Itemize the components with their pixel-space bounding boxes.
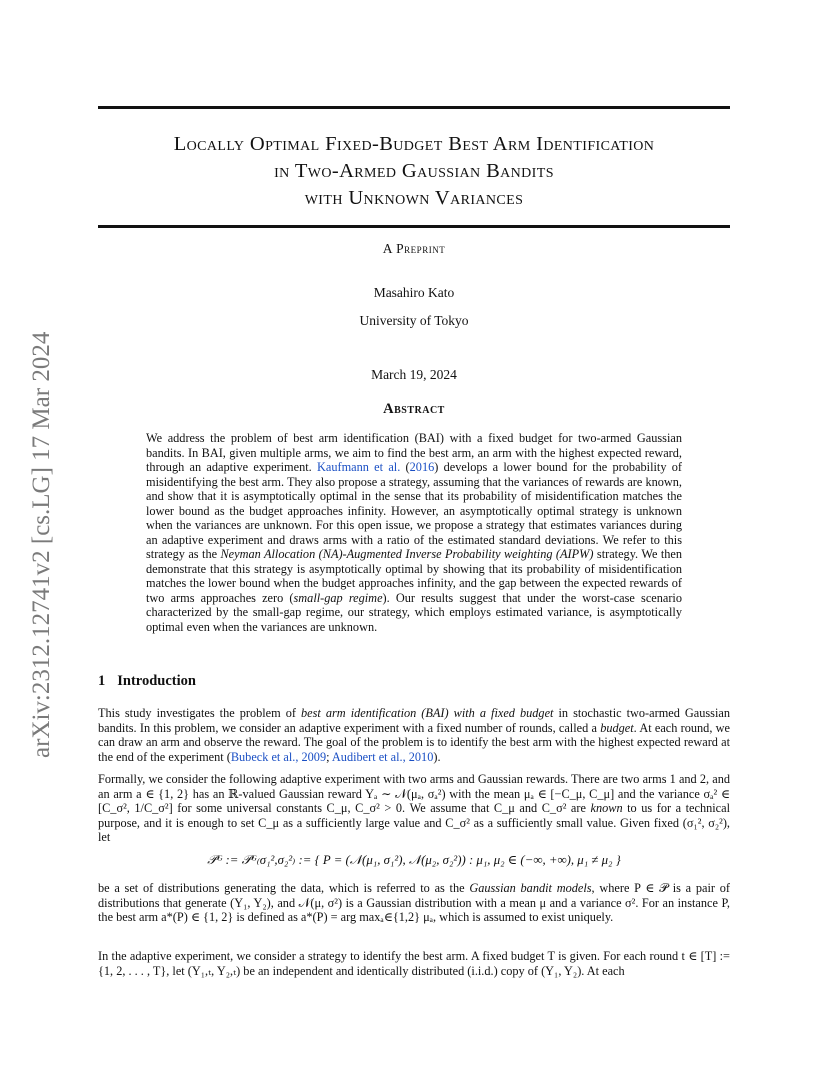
paper-title (98, 131, 730, 212)
abstract-text: develops a lower bound for the probability of misidentifying the best arm. They also propose a strategy, assuming that the variances of rewards are known, and show that it is asymptotically optimal in the sense that its probability of misidentification matches the lower bound as the budget approaches infinity. However, an asymptotically optimal strategy is unknown when the variances are unknown. For this open issue, we propose a strategy that estimates variances during an adaptive experiment and draws arms with a ratio of the estimated standard deviations. We refer to this strategy as the (146, 460, 683, 561)
paragraph-3 (98, 881, 730, 925)
display-equation: 𝒫ᴳ := 𝒫ᴳ₍σ₁²,σ₂²₎ := { P = (𝒩(μ₁, σ₁²), 𝒩(μ₂, σ₂²)) : μ₁, μ₂ ∈ (−∞, +∞), μ₁ ≠ μ₂ } (207, 853, 621, 867)
citation-link[interactable]: Bubeck et al., 2009 (230, 749, 327, 764)
emphasis: best arm identification (BAI) with a fixed budget (301, 706, 554, 720)
text: ; (326, 749, 332, 764)
abstract-emphasis: small-gap regime (293, 590, 383, 605)
emphasis: budget (600, 720, 634, 735)
text: be a set of distributions generating the data, which is referred to as the (98, 881, 470, 895)
abstract-text: We address the problem of best arm identification (BAI) with a fixed budget for two-armed Gaussian bandits. In BAI, given multiple arms, we aim to find the best arm, an arm with the highest expected reward, through an adaptive experiment. (146, 431, 682, 474)
text: Formally, we consider the following adaptive experiment with two arms and Gaussian rewards. There are two arms 1 and 2, and an arm a ∈ {1, 2} has an ℝ-valued Gaussian reward Yₐ ∼ 𝒩(μₐ, σₐ²) with the mean μₐ ∈ [−C_μ, C_μ] and the variance σₐ² ∈ [C_σ², 1/C_σ²] for some universal constants C_μ, C_σ² > 0. We assume that C_μ and C_σ² are (98, 772, 730, 816)
section-title: Introduction (117, 673, 196, 689)
text: , where P ∈ 𝒫 is a pair of distributions that generate (Y₁, Y₂), and 𝒩(μ, σ²) is a Gaussian distribution with a mean μ and a variance σ². For an instance P, the best arm a*(P) ∈ {1, 2} is defined as a*(P) = arg maxₐ∈{1,2} μₐ, which is assumed to exist uniquely. (98, 881, 730, 925)
text: in stochastic two-armed Gaussian bandits. In this problem, we consider an adaptive experiment with a fixed number of rounds, called a (98, 706, 730, 735)
affiliation: University of Tokyo (359, 313, 469, 328)
bottom-title-rule (98, 225, 730, 228)
paragraph-1 (98, 706, 730, 764)
text: This study investigates the problem of (98, 706, 302, 720)
title-line-1: Locally Optimal Fixed-Budget Best Arm Identification (173, 133, 655, 155)
emphasis: Gaussian bandit models (469, 881, 592, 895)
preprint-label: A Preprint (382, 241, 446, 256)
title-line-2: in Two-Armed Gaussian Bandits (274, 160, 554, 182)
emphasis: known (590, 801, 623, 816)
date: March 19, 2024 (371, 367, 457, 382)
section-number: 1 (98, 673, 106, 689)
paragraph-4: In the adaptive experiment, we consider a strategy to identify the best arm. A fixed budget T is given. For each round t ∈ [T] := {1, 2, . . . , T}, let (Y₁,ₜ, Y₂,ₜ) be an independent and identically distributed (i.i.d.) copy of (Y₁, Y₂). At each (98, 949, 730, 978)
abstract-text: strategy. We then demonstrate that this strategy is asymptotically optimal by showing that its probability of misidentification matches the lower bound when the budget approaches infinity, and the gap between the expected rewards of two arms approaches zero ( (146, 547, 682, 605)
section-heading (98, 673, 196, 690)
text: . At each round, we can draw an arm and observe the reward. The goal of the problem is to identify the best arm with the highest expected reward at the end of the experiment ( (98, 720, 730, 764)
text: to us for a technical purpose, and it is enough to set C_μ as a sufficiently large value and C_σ² as a sufficiently small value. Given fixed (σ₁², σ₂²), let (98, 801, 730, 845)
citation-link[interactable]: Kaufmann et al. (317, 460, 401, 474)
abstract-text: ). Our results suggest that under the worst-case scenario characterized by the small-gap regime, our strategy, which employs estimated variance, is asymptotically optimal even when the variances are unknown. (146, 590, 682, 634)
top-rule (98, 106, 730, 109)
citation-year-link[interactable]: 2016 (409, 460, 435, 474)
text: ). (433, 749, 441, 764)
abstract-heading: Abstract (383, 401, 445, 417)
abstract-body: We address the problem of best arm identification (BAI) with a fixed budget for two-armed Gaussian bandits. In BAI, given multiple arms, we aim to find the best arm, an arm with the highest expected reward, through an adaptive experiment. Kaufmann et al. (2016) develops a lower bound for the probability of misidentifying the best arm. They also propose a strategy, assuming that the variances of rewards are known, and show that it is asymptotically optimal in the sense that its probability of misidentification matches the lower bound as the budget approaches infinity. However, an asymptotically optimal strategy is unknown when the variances are unknown. For this open issue, we propose a strategy that estimates variances during an adaptive experiment and draws arms with a ratio of the estimated standard deviations. We refer to this strategy as the Neyman Allocation (NA)-Augmented Inverse Probability weighting (AIPW) strategy. We then demonstrate that this strategy is asymptotically optimal by showing that its probability of misidentification matches the lower bound when the budget approaches infinity, and the gap between the expected rewards of two arms approaches zero (small-gap regime). Our results suggest that under the worst-case scenario characterized by the small-gap regime, our strategy, which employs estimated variance, is asymptotically optimal even when the variances are unknown. (146, 431, 683, 634)
citation-link[interactable]: Audibert et al., 2010 (331, 749, 434, 764)
arxiv-sidebar-stamp: arXiv:2312.12741v2 [cs.LG] 17 Mar 2024 (28, 331, 55, 758)
abstract-emphasis: Neyman Allocation (NA)-Augmented Inverse Probability weighting (AIPW) (220, 547, 594, 561)
author-name: Masahiro Kato (373, 285, 455, 300)
paragraph-2 (98, 772, 730, 845)
title-line-3: with Unknown Variances (304, 187, 524, 209)
